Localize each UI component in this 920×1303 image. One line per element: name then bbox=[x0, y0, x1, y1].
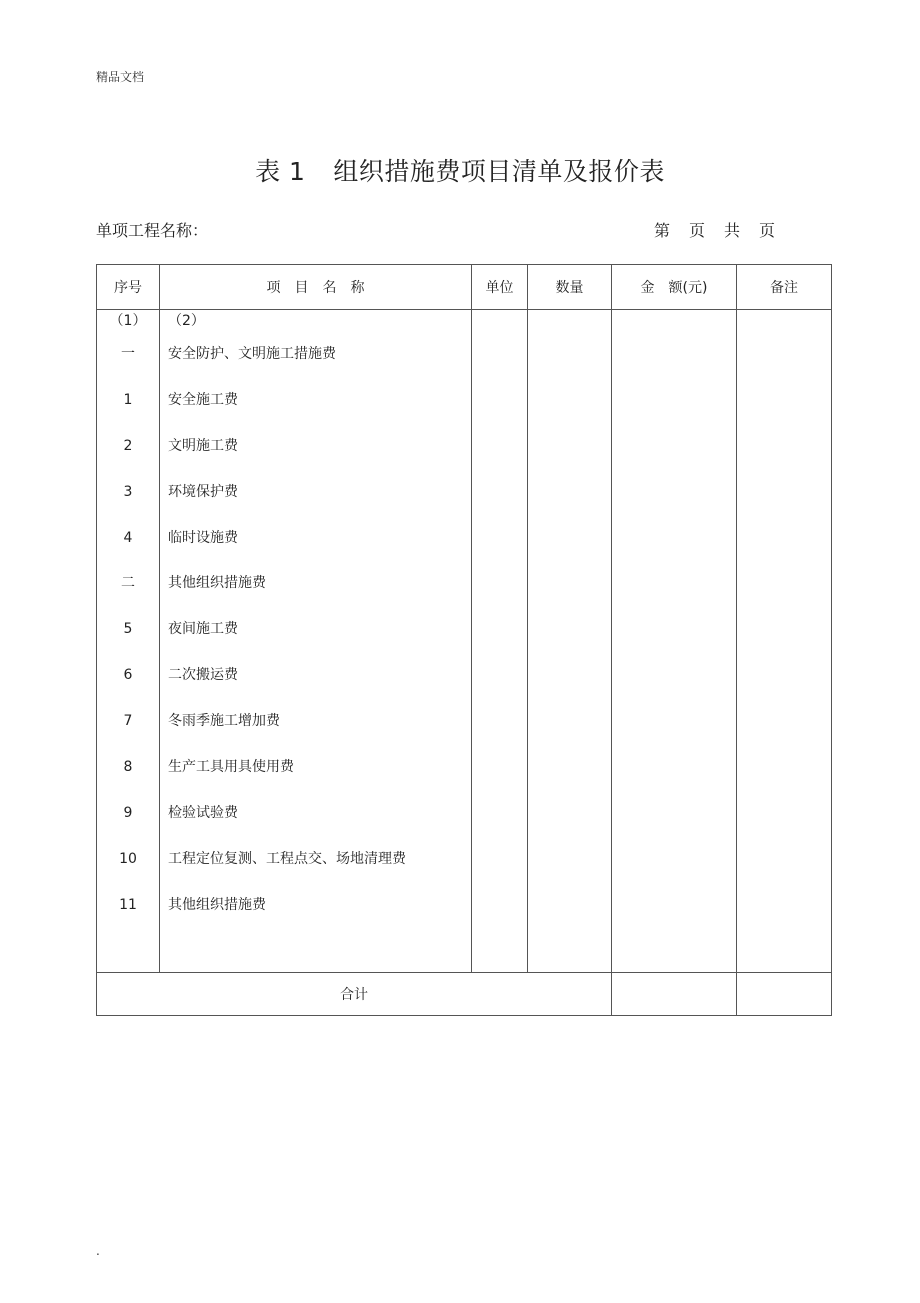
header-quantity: 数量 bbox=[528, 265, 612, 310]
table-title: 组织措施费项目清单及报价表 bbox=[333, 157, 665, 186]
row-seq: 二 bbox=[121, 575, 135, 592]
seq-column bbox=[97, 310, 160, 973]
row-name: 生产工具用具使用费 bbox=[168, 759, 294, 776]
row-seq: 6 bbox=[123, 667, 133, 684]
row-name: 其他组织措施费 bbox=[168, 896, 266, 913]
row-name: 安全防护、文明施工措施费 bbox=[168, 346, 336, 362]
row-seq: 8 bbox=[123, 759, 133, 776]
project-name-label: 单项工程名称： bbox=[96, 221, 209, 240]
row-seq: 一 bbox=[121, 346, 135, 362]
table-number: 表 1 bbox=[255, 157, 306, 186]
quantity-column-cell[interactable] bbox=[528, 310, 612, 973]
row-name: 夜间施工费 bbox=[168, 621, 238, 638]
page-label-di: 第 bbox=[654, 221, 671, 240]
index-name: （2） bbox=[168, 313, 205, 329]
footer-mark: . bbox=[96, 1244, 100, 1258]
table-header-row bbox=[97, 265, 832, 310]
row-name: 环境保护费 bbox=[168, 483, 238, 500]
total-amount-cell[interactable] bbox=[612, 973, 737, 1016]
total-row bbox=[97, 973, 832, 1016]
index-seq: （1） bbox=[109, 313, 147, 329]
row-seq: 5 bbox=[123, 621, 133, 638]
quote-table-container bbox=[96, 264, 832, 1016]
page-label-gong: 共 bbox=[724, 221, 741, 240]
quote-table bbox=[96, 264, 832, 1016]
row-name: 文明施工费 bbox=[168, 437, 238, 454]
header-seq: 序号 bbox=[97, 265, 160, 310]
page-title bbox=[0, 152, 920, 188]
row-seq: 3 bbox=[123, 483, 133, 500]
remarks-column-cell[interactable] bbox=[737, 310, 832, 973]
row-name: 其他组织措施费 bbox=[168, 575, 266, 592]
row-name: 二次搬运费 bbox=[168, 667, 238, 684]
row-seq: 1 bbox=[123, 391, 133, 408]
row-seq: 4 bbox=[123, 529, 133, 546]
name-column bbox=[160, 310, 472, 973]
total-remarks-cell[interactable] bbox=[737, 973, 832, 1016]
row-seq: 10 bbox=[119, 850, 137, 867]
row-name: 临时设施费 bbox=[168, 529, 238, 546]
amount-column-cell[interactable] bbox=[612, 310, 737, 973]
row-seq: 2 bbox=[123, 437, 133, 454]
header-unit: 单位 bbox=[472, 265, 528, 310]
page-label-ye-total: 页 bbox=[759, 221, 776, 240]
total-label: 合计 bbox=[97, 973, 612, 1016]
row-name: 冬雨季施工增加费 bbox=[168, 713, 280, 730]
row-name: 安全施工费 bbox=[168, 391, 238, 408]
row-seq: 7 bbox=[123, 713, 133, 730]
header-remarks: 备注 bbox=[737, 265, 832, 310]
unit-column-cell[interactable] bbox=[472, 310, 528, 973]
page-counter bbox=[654, 218, 794, 241]
row-name: 检验试验费 bbox=[168, 804, 238, 821]
row-seq: 9 bbox=[123, 804, 133, 821]
row-seq: 11 bbox=[119, 896, 137, 913]
table-body-row bbox=[97, 310, 832, 973]
header-item-name: 项 目 名 称 bbox=[160, 265, 472, 310]
page-label-ye: 页 bbox=[689, 221, 706, 240]
row-name: 工程定位复测、工程点交、场地清理费 bbox=[168, 850, 406, 867]
header-amount: 金 额(元) bbox=[612, 265, 737, 310]
watermark-text: 精品文档 bbox=[96, 70, 145, 84]
